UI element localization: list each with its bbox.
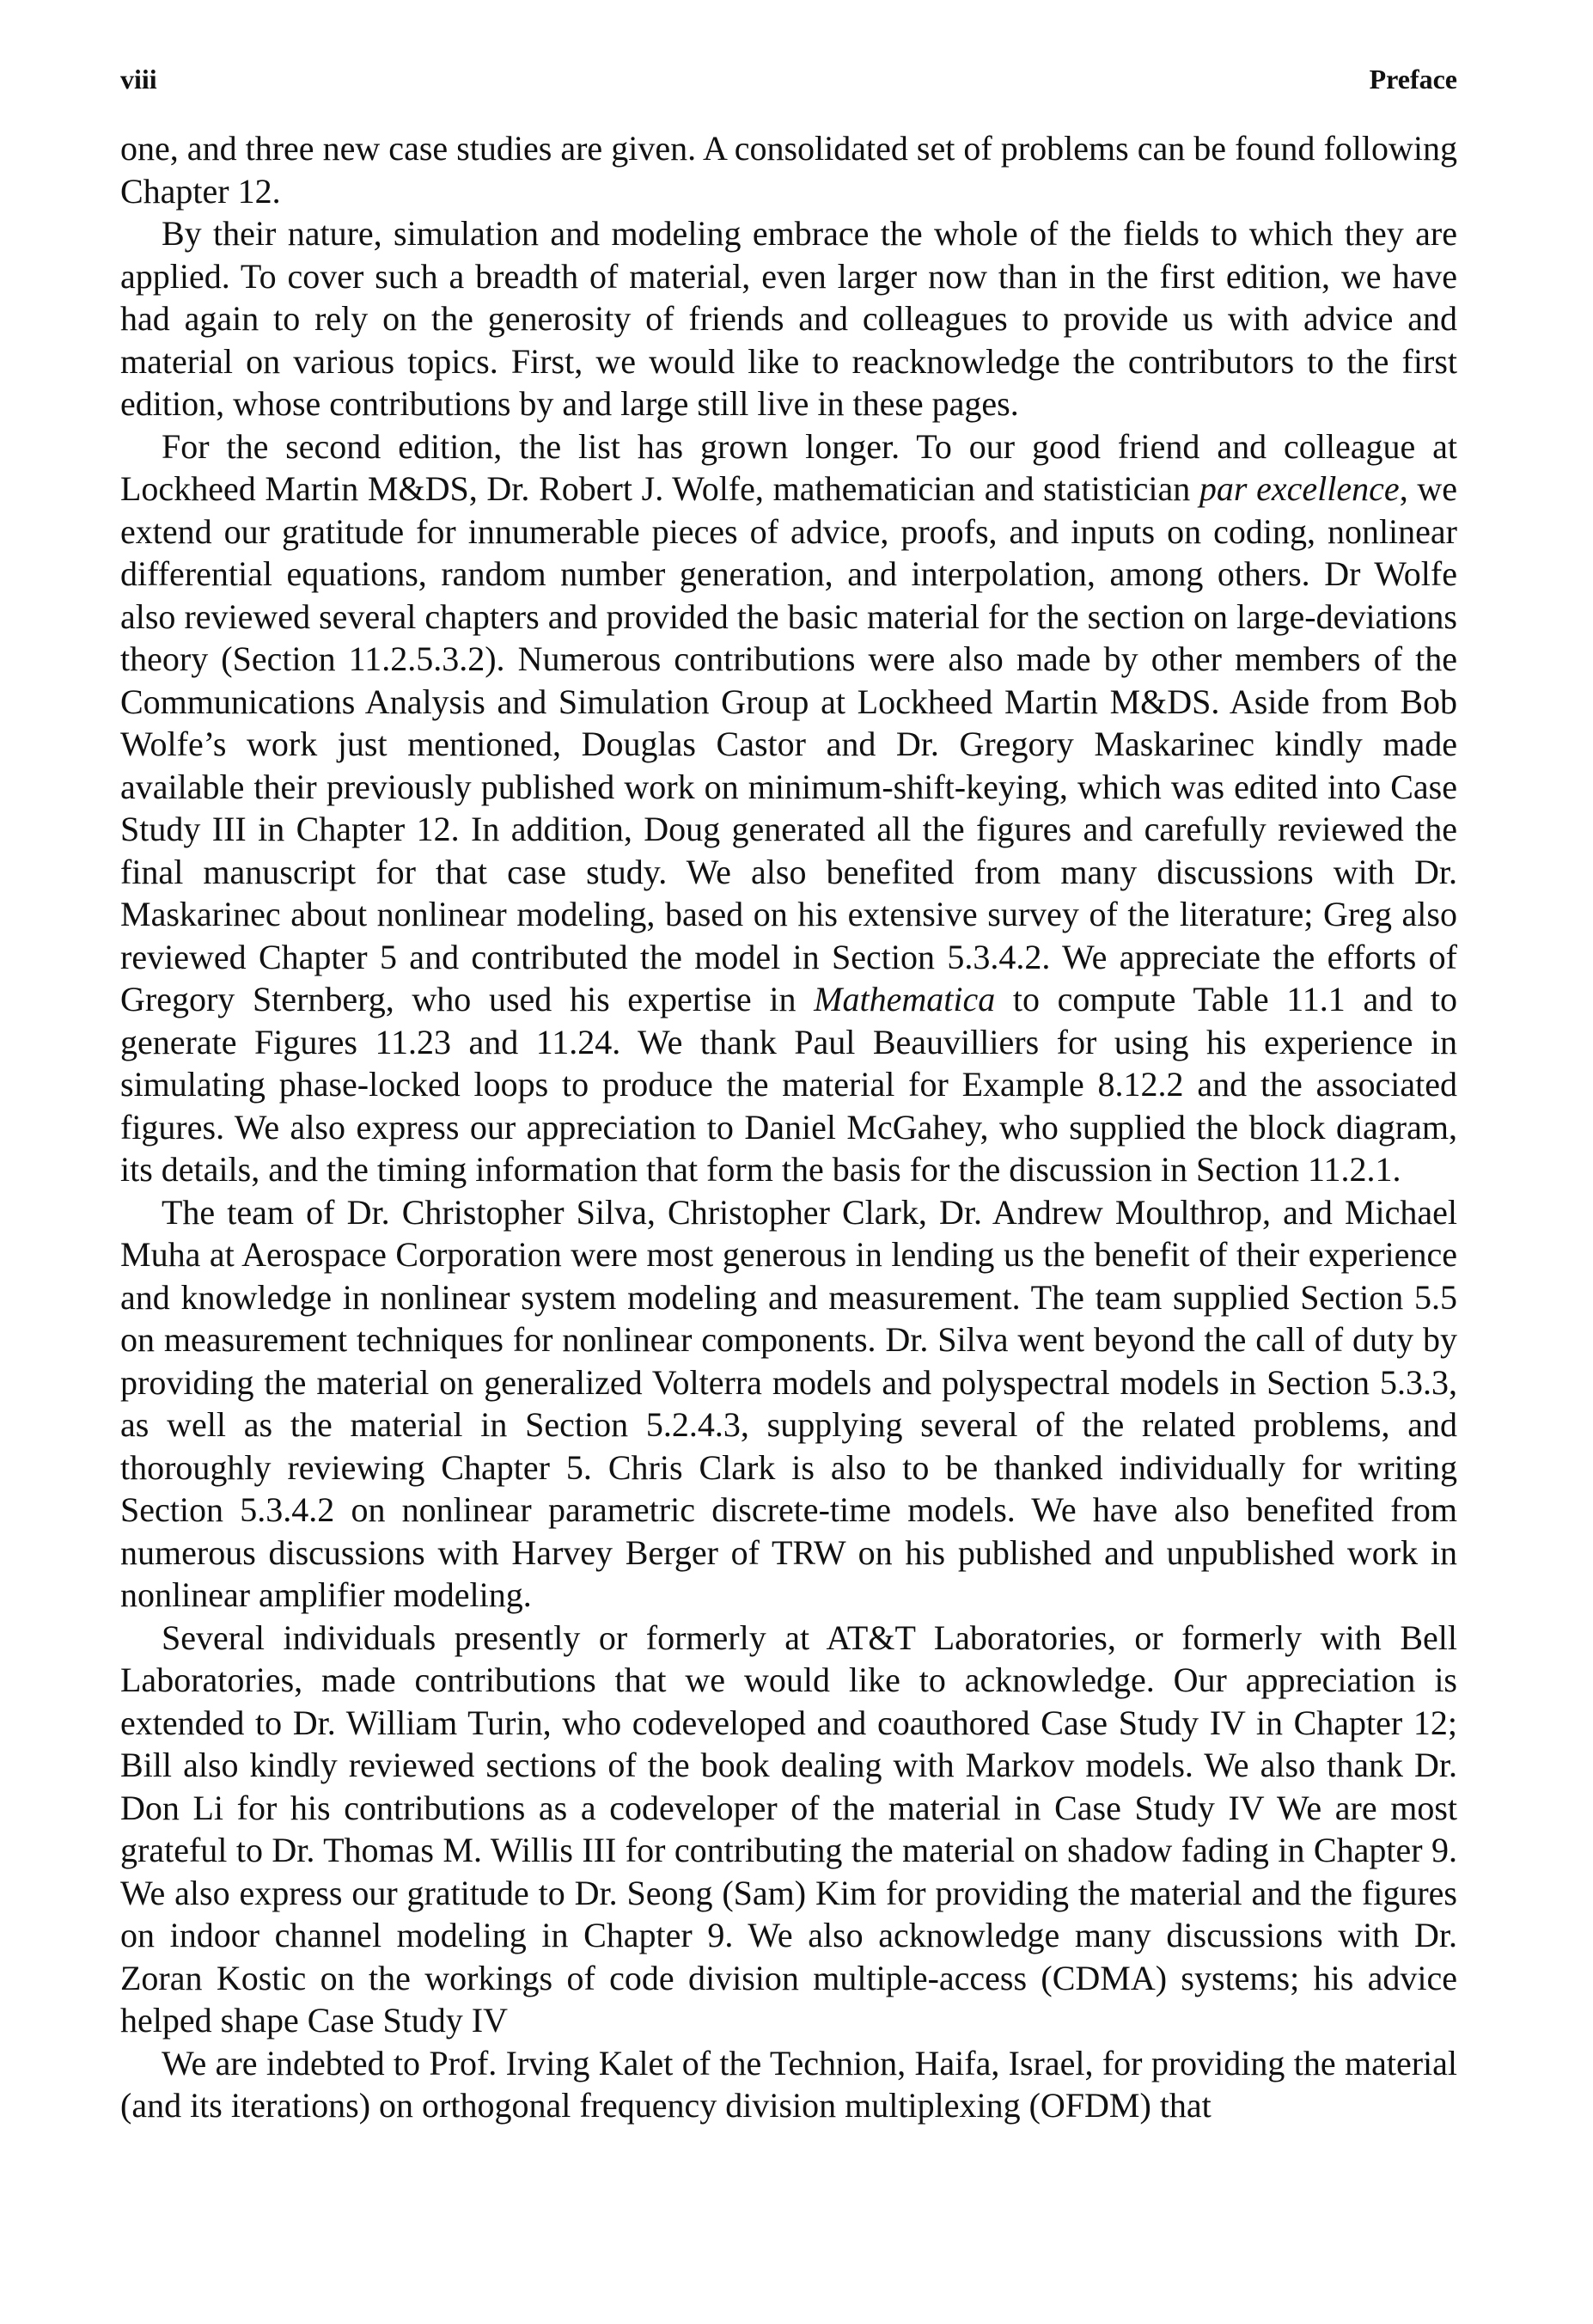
page [120, 62, 1457, 2127]
paragraph-continued: one, and three new case studies are given. A consolidated set of problems can be found following Chapter 12. [120, 129, 1457, 211]
italic-term: Mathematica [814, 980, 996, 1018]
text-run: For the second edition, the list has grown longer. To our good friend and colleague at Lockheed Martin M&DS, Dr. Robert J. Wolfe, mathematician and statistician [120, 426, 1457, 508]
text-run: to compute Table 11.1 and to generate Figures 11.23 and 11.24. We thank Paul Beauvilliers for using his experience in simulating phase-locked loops to produce the material for Example 8.12.2 and the associated figures. We also express our appreciation to Daniel McGahey, who supplied the block diagram, its details, and the timing information that form the basis for the discussion in Section 11.2.1. [120, 980, 1457, 1189]
running-head [120, 62, 1457, 96]
paragraph: The team of Dr. Christopher Silva, Christopher Clark, Dr. Andrew Moulthrop, and Michael Muha at Aerospace Corporation were most generous in lending us the benefit of their experience and knowledge in nonlinear system modeling and measurement. The team supplied Section 5.5 on measurement techniques for nonlinear components. Dr. Silva went beyond the call of duty by providing the material on generalized Volterra models and polyspectral models in Section 5.3.3, as well as the material in Section 5.2.4.3, supplying several of the related problems, and thoroughly reviewing Chapter 5. Chris Clark is also to be thanked individually for writing Section 5.3.4.2 on nonlinear parametric discrete-time models. We have also benefited from numerous discussions with Harvey Berger of TRW on his published and unpublished work in nonlinear amplifier modeling. [120, 1192, 1457, 1614]
page-number: viii [120, 64, 157, 95]
paragraph: We are indebted to Prof. Irving Kalet of the Technion, Haifa, Israel, for providing the material (and its iterations) on orthogonal frequency division multiplexing (OFDM) that [120, 2043, 1457, 2125]
section-title: Preface [1369, 64, 1457, 95]
body-text [120, 127, 1457, 2127]
italic-term: par excellence [1199, 469, 1400, 508]
text-run: , we extend our gratitude for innumerable pieces of advice, proofs, and inputs on coding, nonlinear differential equations, random number generation, and interpolation, among others. Dr Wolfe also reviewed several chapters and provided the basic material for the section on large-deviations theory (Section 11.2.5.3.2). Numerous contributions were also made by other members of the Communications Analysis and Simulation Group at Lockheed Martin M&DS. Aside from Bob Wolfe’s work just mentioned, Douglas Castor and Dr. Gregory Maskarinec kindly made available their previously published work on minimum-shift-keying, which was edited into Case Study III in Chapter 12. In addition, Doug generated all the figures and carefully reviewed the final manuscript for that case study. We also benefited from many discussions with Dr. Maskarinec about nonlinear modeling, based on his extensive survey of the literature; Greg also reviewed Chapter 5 and contributed the model in Section 5.3.4.2. We appreciate the efforts of Gregory Sternberg, who used his expertise in [120, 469, 1458, 1018]
paragraph [120, 425, 1457, 1191]
paragraph: Several individuals presently or formerly at AT&T Laboratories, or formerly with Bell Laboratories, made contributions that we would like to acknowledge. Our appreciation is extended to Dr. William Turin, who codeveloped and coauthored Case Study IV in Chapter 12; Bill also kindly reviewed sections of the book dealing with Markov models. We also thank Dr. Don Li for his contributions as a codeveloper of the material in Case Study IV We are most grateful to Dr. Thomas M. Willis III for contributing the material on shadow fading in Chapter 9. We also express our gratitude to Dr. Seong (Sam) Kim for providing the material and the figures on indoor channel modeling in Chapter 9. We also acknowledge many discussions with Dr. Zoran Kostic on the workings of code division multiple-access (CDMA) systems; his advice helped shape Case Study IV [120, 1618, 1457, 2040]
paragraph: By their nature, simulation and modeling embrace the whole of the fields to which they are applied. To cover such a breadth of material, even larger now than in the first edition, we have had again to rely on the generosity of friends and colleagues to provide us with advice and material on various topics. First, we would like to reacknowledge the contributors to the first edition, whose contributions by and large still live in these pages. [120, 214, 1457, 423]
